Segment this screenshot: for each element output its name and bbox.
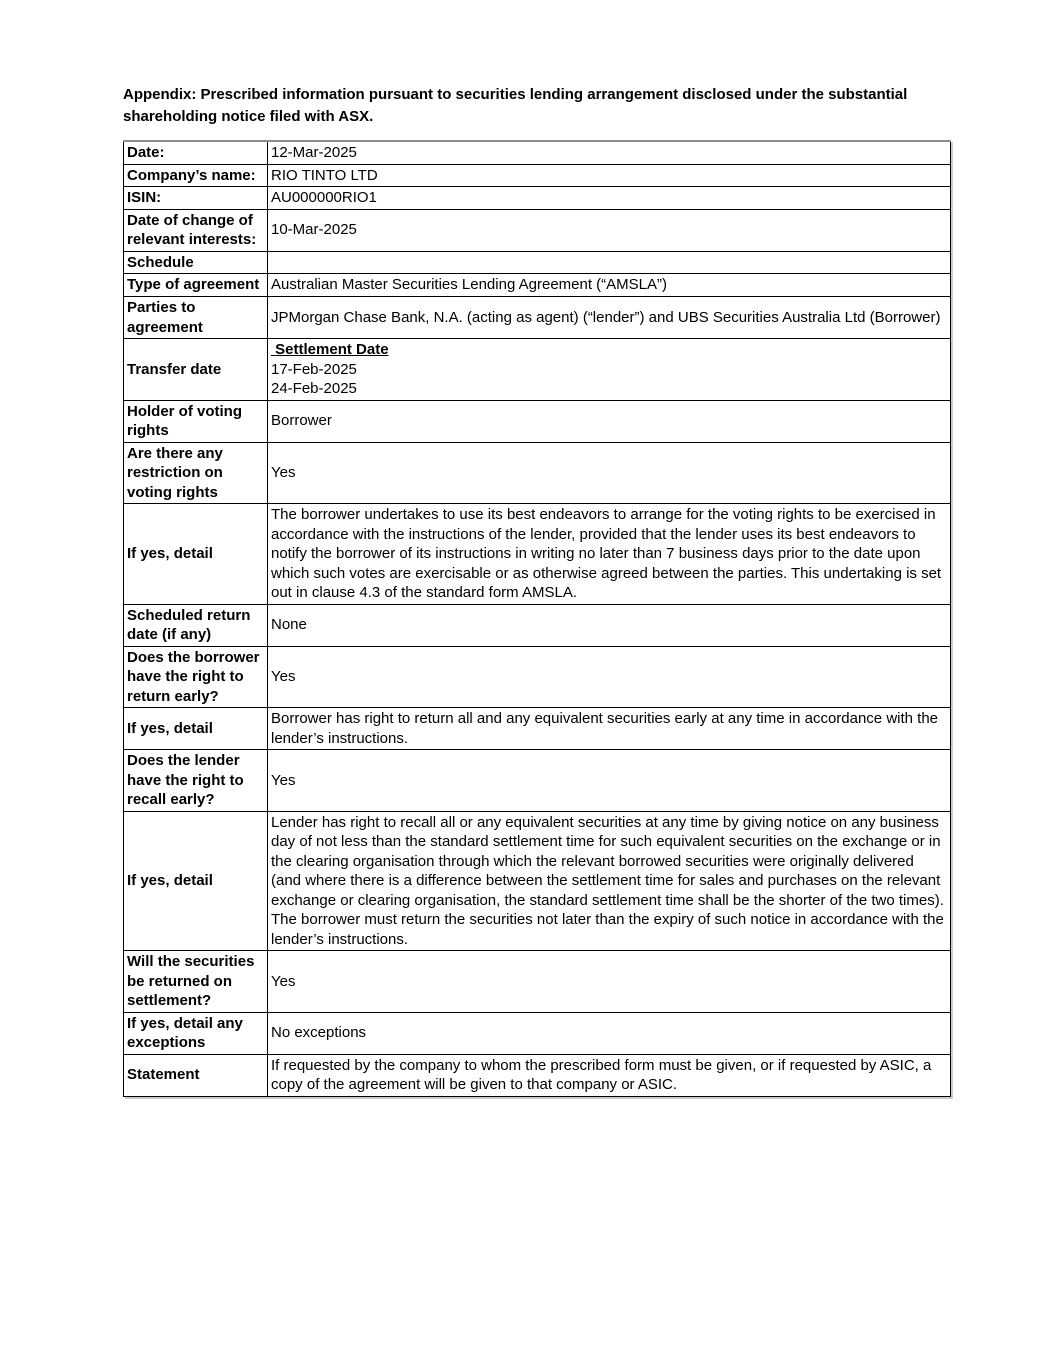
row-value: JPMorgan Chase Bank, N.A. (acting as agent) (“lender”) and UBS Securities Australia Ltd (Borrower) <box>268 297 951 339</box>
row-value <box>268 251 951 274</box>
row-label: If yes, detail <box>124 504 268 605</box>
row-label: Statement <box>124 1054 268 1096</box>
row-label: Schedule <box>124 251 268 274</box>
table-row <box>124 951 951 1013</box>
table-row <box>124 708 951 750</box>
table-row <box>124 504 951 605</box>
table-row <box>124 400 951 442</box>
row-value: Borrower has right to return all and any equivalent securities early at any time in accordance with the lender’s instructions. <box>268 708 951 750</box>
row-label: If yes, detail <box>124 708 268 750</box>
table-row <box>124 750 951 812</box>
row-label: Does the lender have the right to recall early? <box>124 750 268 812</box>
row-label: Scheduled return date (if any) <box>124 604 268 646</box>
row-label: Does the borrower have the right to return early? <box>124 646 268 708</box>
row-label: Will the securities be returned on settlement? <box>124 951 268 1013</box>
table-row <box>124 1054 951 1096</box>
row-value: Lender has right to recall all or any equivalent securities at any time by giving notice on any business day of not less than the standard settlement time for such equivalent securities on the exchange or in the clearing organisation through which the relevant borrowed securities were originally delivered (and where there is a difference between the settlement time for sales and purchases on the relevant exchange or clearing organisation, the standard settlement time shall be the shorter of the two times). The borrower must return the securities not later than the expiry of such notice in accordance with the lender’s instructions. <box>268 811 951 951</box>
row-value: If requested by the company to whom the prescribed form must be given, or if requested by ASIC, a copy of the agreement will be given to that company or ASIC. <box>268 1054 951 1096</box>
row-label: Date: <box>124 141 268 164</box>
row-value <box>268 339 951 401</box>
table-row <box>124 274 951 297</box>
row-label: Type of agreement <box>124 274 268 297</box>
table-row <box>124 209 951 251</box>
row-value: Yes <box>268 442 951 504</box>
row-value: 10-Mar-2025 <box>268 209 951 251</box>
table-row <box>124 646 951 708</box>
row-label: Are there any restriction on voting rights <box>124 442 268 504</box>
settlement-date-subheading: Settlement Date <box>275 341 389 358</box>
row-value: Borrower <box>268 400 951 442</box>
row-value: Yes <box>268 750 951 812</box>
row-label: If yes, detail <box>124 811 268 951</box>
row-value: None <box>268 604 951 646</box>
row-value: Yes <box>268 646 951 708</box>
row-label: Holder of voting rights <box>124 400 268 442</box>
table-row <box>124 1012 951 1054</box>
row-label: ISIN: <box>124 187 268 210</box>
settlement-date-2: 24-Feb-2025 <box>271 380 357 397</box>
table-row <box>124 604 951 646</box>
row-label: If yes, detail any exceptions <box>124 1012 268 1054</box>
row-value: The borrower undertakes to use its best endeavors to arrange for the voting rights to be exercised in accordance with the instructions of the lender, provided that the lender uses its best endeavors to notify the borrower of its instructions in writing no later than 7 business days prior to the date upon which such votes are exercisable or as otherwise agreed between the parties. This undertaking is set out in clause 4.3 of the standard form AMSLA. <box>268 504 951 605</box>
table-row <box>124 251 951 274</box>
disclosure-table <box>123 140 951 1097</box>
row-value: 12-Mar-2025 <box>268 141 951 164</box>
table-row <box>124 811 951 951</box>
row-value: Yes <box>268 951 951 1013</box>
row-label: Company’s name: <box>124 164 268 187</box>
row-value: Australian Master Securities Lending Agreement (“AMSLA”) <box>268 274 951 297</box>
table-row <box>124 141 951 164</box>
row-label: Transfer date <box>124 339 268 401</box>
row-label: Date of change of relevant interests: <box>124 209 268 251</box>
settlement-date-1: 17-Feb-2025 <box>271 360 357 378</box>
table-row <box>124 187 951 210</box>
row-value: AU000000RIO1 <box>268 187 951 210</box>
table-row <box>124 297 951 339</box>
appendix-heading: Appendix: Prescribed information pursuant to securities lending arrangement disclosed under the substantial shareholding notice filed with ASX. <box>123 86 908 125</box>
row-label: Parties to agreement <box>124 297 268 339</box>
table-row <box>124 164 951 187</box>
table-row-transfer-date <box>124 339 951 401</box>
row-value: RIO TINTO LTD <box>268 164 951 187</box>
row-value: No exceptions <box>268 1012 951 1054</box>
table-row <box>124 442 951 504</box>
